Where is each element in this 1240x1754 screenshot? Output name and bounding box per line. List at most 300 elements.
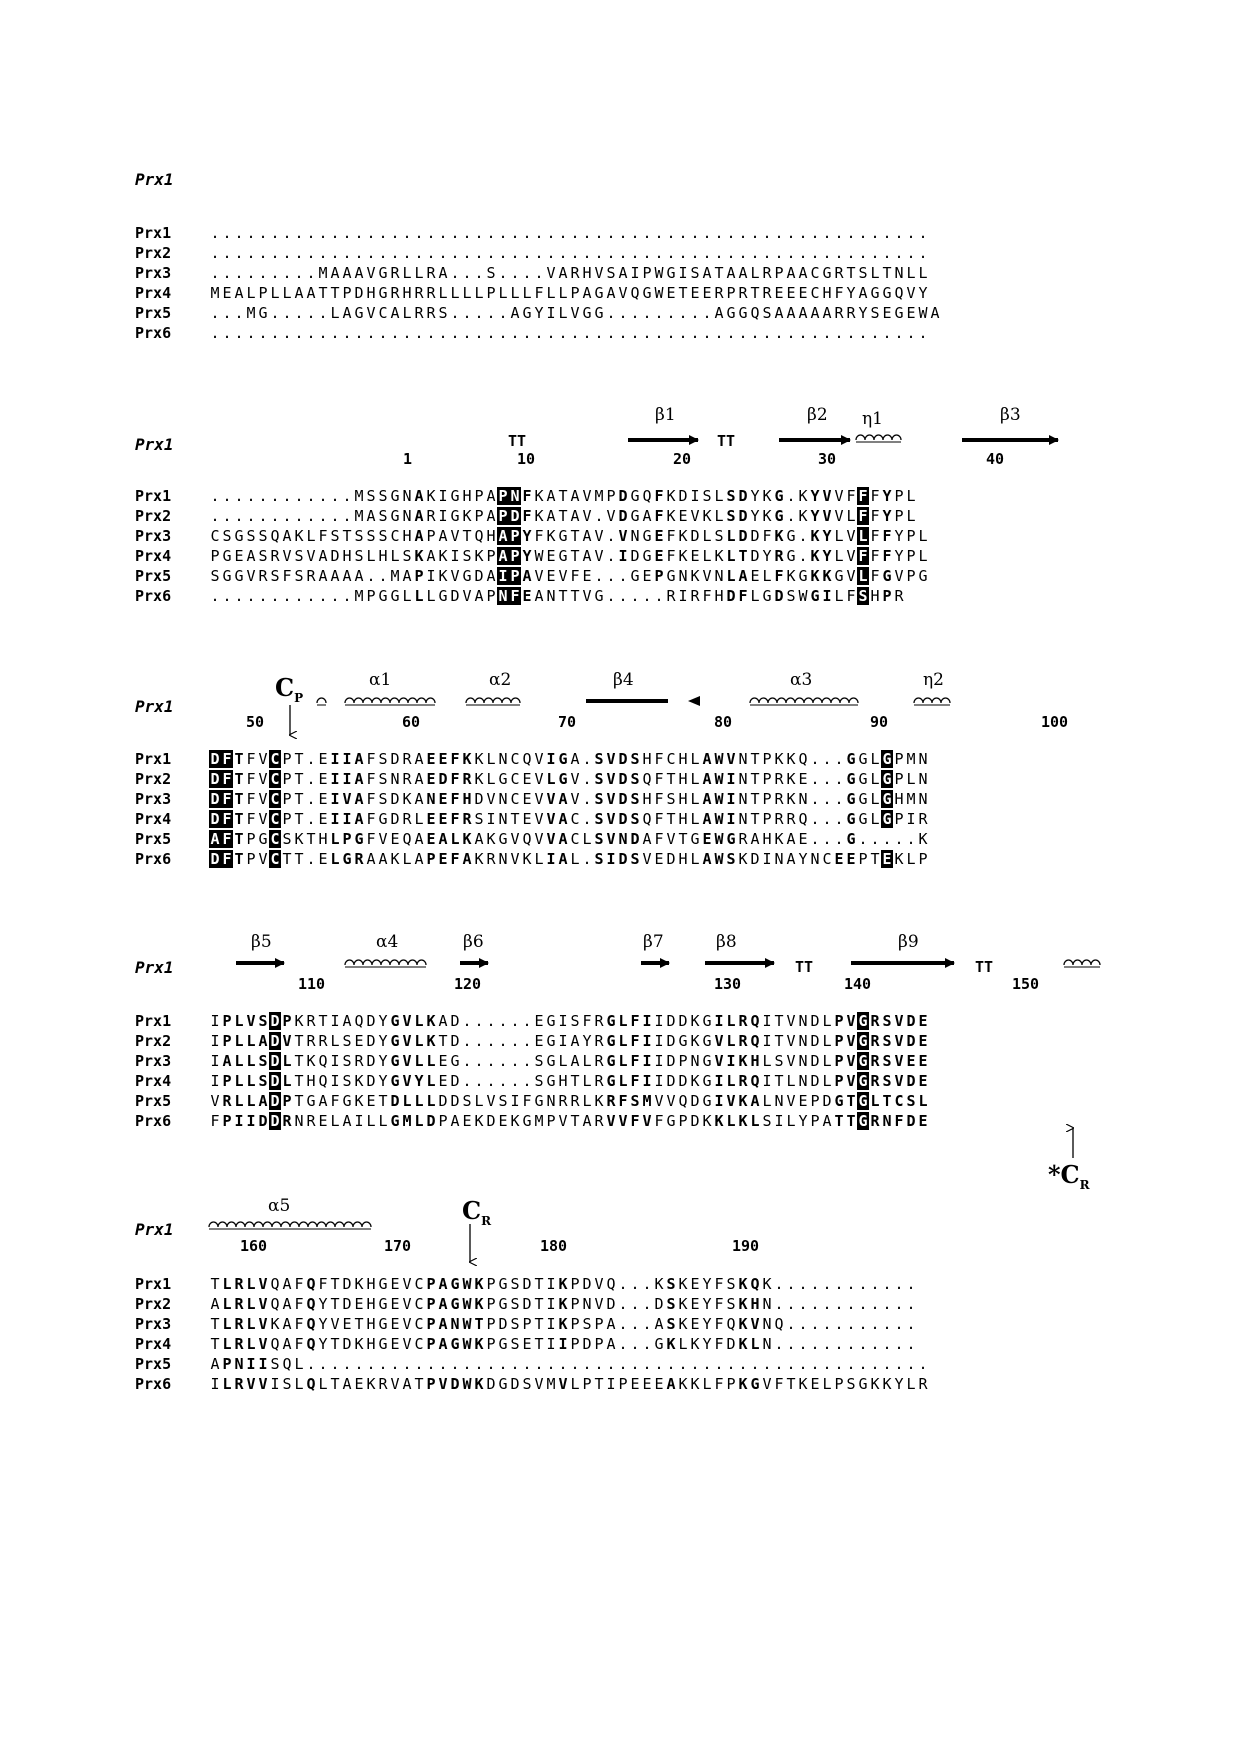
residue: H <box>642 750 652 768</box>
residue: N <box>918 790 928 808</box>
residue: P <box>906 527 916 545</box>
residue: A <box>342 1375 352 1393</box>
residue: S <box>594 790 604 808</box>
residue: V <box>582 507 592 525</box>
residue: . <box>750 1355 760 1373</box>
residue: . <box>474 1012 484 1030</box>
sequence-name: Prx3 <box>135 1315 172 1333</box>
residue: . <box>858 244 868 262</box>
residue: D <box>270 1092 280 1110</box>
residue: R <box>762 264 772 282</box>
residue: . <box>270 264 280 282</box>
residue: R <box>774 810 784 828</box>
residue: F <box>246 770 256 788</box>
catalytic-cysteine-label: $C_P$ <box>275 673 304 705</box>
residue: Y <box>522 527 532 545</box>
residue: V <box>402 1072 412 1090</box>
residue: G <box>558 527 568 545</box>
residue: . <box>858 1335 868 1353</box>
residue: V <box>258 810 268 828</box>
residue: P <box>222 1112 232 1130</box>
residue: F <box>450 850 460 868</box>
residue: P <box>258 284 268 302</box>
residue: . <box>246 224 256 242</box>
residue: . <box>390 224 400 242</box>
residue: L <box>426 587 436 605</box>
residue: V <box>690 507 700 525</box>
residue: L <box>582 1092 592 1110</box>
residue: . <box>378 324 388 342</box>
residue: E <box>654 850 664 868</box>
residue: Y <box>702 1315 712 1333</box>
residue: G <box>558 750 568 768</box>
residue: . <box>798 1275 808 1293</box>
residue: . <box>270 487 280 505</box>
residue: . <box>870 1295 880 1313</box>
residue: . <box>594 324 604 342</box>
residue: K <box>822 567 832 585</box>
residue: A <box>342 567 352 585</box>
residue: . <box>342 507 352 525</box>
residue: G <box>450 507 460 525</box>
residue: A <box>666 1375 676 1393</box>
residue: E <box>462 1112 472 1130</box>
residue: D <box>366 1052 376 1070</box>
residue: K <box>354 1275 364 1293</box>
residue: I <box>654 1032 664 1050</box>
residue: . <box>318 1355 328 1373</box>
ss-alpha2: α2 <box>489 670 512 690</box>
residue: A <box>366 507 376 525</box>
residue: V <box>534 1375 544 1393</box>
residue: V <box>534 830 544 848</box>
residue: A <box>282 1315 292 1333</box>
residue: L <box>450 830 460 848</box>
residue: A <box>558 830 568 848</box>
residue: . <box>642 587 652 605</box>
residue: G <box>498 1275 508 1293</box>
residue: I <box>246 1112 256 1130</box>
residue: P <box>486 1315 496 1333</box>
residue: K <box>810 547 820 565</box>
residue: S <box>594 830 604 848</box>
residue: . <box>582 750 592 768</box>
residue: F <box>294 1335 304 1353</box>
residue: . <box>390 1355 400 1373</box>
residue: Q <box>606 1275 616 1293</box>
residue: I <box>438 507 448 525</box>
residue: A <box>354 810 364 828</box>
residue: D <box>366 1012 376 1030</box>
residue: P <box>678 1112 688 1130</box>
residue: G <box>522 1112 532 1130</box>
residue: . <box>654 587 664 605</box>
residue: . <box>666 244 676 262</box>
residue: D <box>426 1112 436 1130</box>
residue: R <box>570 264 580 282</box>
residue: E <box>438 750 448 768</box>
residue: . <box>426 324 436 342</box>
residue: L <box>510 284 520 302</box>
residue: S <box>726 850 736 868</box>
residue: G <box>810 587 820 605</box>
residue: D <box>690 1092 700 1110</box>
residue: V <box>258 1295 268 1313</box>
residue: L <box>822 1032 832 1050</box>
residue: P <box>498 507 508 525</box>
residue: V <box>366 304 376 322</box>
residue: D <box>690 1112 700 1130</box>
residue: . <box>558 324 568 342</box>
residue: D <box>810 1032 820 1050</box>
residue: Y <box>702 1335 712 1353</box>
residue: . <box>630 1315 640 1333</box>
residue: F <box>450 770 460 788</box>
residue: S <box>366 527 376 545</box>
residue: L <box>690 790 700 808</box>
residue: G <box>594 587 604 605</box>
residue: V <box>546 830 556 848</box>
residue: . <box>606 527 616 545</box>
residue: R <box>234 1295 244 1313</box>
residue: E <box>654 547 664 565</box>
residue: P <box>570 1315 580 1333</box>
residue: . <box>654 224 664 242</box>
residue: K <box>678 547 688 565</box>
residue: . <box>882 324 892 342</box>
residue: A <box>570 750 580 768</box>
residue: S <box>498 1092 508 1110</box>
residue: V <box>654 1092 664 1110</box>
residue: . <box>234 487 244 505</box>
residue: . <box>522 1355 532 1373</box>
residue: L <box>870 770 880 788</box>
residue: L <box>726 547 736 565</box>
residue: A <box>486 507 496 525</box>
residue: P <box>282 1092 292 1110</box>
residue: W <box>714 810 724 828</box>
sequence-name: Prx5 <box>135 830 172 848</box>
residue: L <box>702 547 712 565</box>
residue: . <box>462 1052 472 1070</box>
residue: V <box>546 264 556 282</box>
residue: . <box>750 324 760 342</box>
residue: . <box>342 487 352 505</box>
residue: E <box>690 1315 700 1333</box>
residue: . <box>402 224 412 242</box>
residue: M <box>354 487 364 505</box>
residue: C <box>414 1335 424 1353</box>
residue: . <box>282 587 292 605</box>
residue: D <box>438 1092 448 1110</box>
residue: C <box>822 850 832 868</box>
residue: . <box>906 1355 916 1373</box>
residue: . <box>522 244 532 262</box>
residue: P <box>246 830 256 848</box>
residue: M <box>906 750 916 768</box>
residue: P <box>486 587 496 605</box>
residue: . <box>258 487 268 505</box>
residue: A <box>582 547 592 565</box>
residue: L <box>714 487 724 505</box>
residue: K <box>738 1315 748 1333</box>
residue: . <box>678 304 688 322</box>
sequence-name: Prx2 <box>135 770 172 788</box>
residue: N <box>582 1295 592 1313</box>
residue: P <box>678 1052 688 1070</box>
residue: . <box>534 244 544 262</box>
residue: . <box>234 304 244 322</box>
residue: . <box>810 1355 820 1373</box>
residue: S <box>786 587 796 605</box>
residue: K <box>594 1092 604 1110</box>
turn-label: TT <box>975 958 994 976</box>
residue: . <box>906 1295 916 1313</box>
residue: D <box>630 830 640 848</box>
residue: . <box>450 324 460 342</box>
residue: D <box>666 850 676 868</box>
residue: L <box>750 264 760 282</box>
residue: A <box>330 567 340 585</box>
residue: L <box>726 1112 736 1130</box>
residue: D <box>906 1112 916 1130</box>
residue: R <box>894 587 904 605</box>
residue: . <box>774 1295 784 1313</box>
residue: T <box>210 1275 220 1293</box>
residue: . <box>798 324 808 342</box>
residue: A <box>738 264 748 282</box>
residue: N <box>498 587 508 605</box>
residue: V <box>570 790 580 808</box>
residue: W <box>798 587 808 605</box>
residue: A <box>258 1032 268 1050</box>
residue: . <box>642 244 652 262</box>
residue: Y <box>894 547 904 565</box>
residue: R <box>558 1092 568 1110</box>
residue: T <box>462 527 472 545</box>
residue: . <box>222 507 232 525</box>
residue: V <box>786 1012 796 1030</box>
residue: Q <box>750 1012 760 1030</box>
residue: K <box>474 770 484 788</box>
residue: T <box>558 507 568 525</box>
resolving-cysteine-label: $C_R$ <box>462 1196 492 1228</box>
residue: P <box>858 850 868 868</box>
residue: H <box>402 527 412 545</box>
residue: L <box>414 587 424 605</box>
residue: L <box>330 304 340 322</box>
residue: E <box>882 850 892 868</box>
residue: D <box>738 507 748 525</box>
residue: . <box>450 224 460 242</box>
residue: . <box>246 264 256 282</box>
residue: F <box>630 1012 640 1030</box>
residue: . <box>378 567 388 585</box>
residue: K <box>690 1032 700 1050</box>
residue: N <box>738 750 748 768</box>
residue: N <box>798 1072 808 1090</box>
residue: A <box>318 547 328 565</box>
residue: L <box>906 1375 916 1393</box>
residue: T <box>210 1335 220 1353</box>
residue: H <box>342 547 352 565</box>
residue: . <box>666 304 676 322</box>
residue: L <box>246 1072 256 1090</box>
residue: G <box>378 1275 388 1293</box>
residue: . <box>654 304 664 322</box>
residue: Q <box>642 770 652 788</box>
residue: K <box>702 507 712 525</box>
residue: T <box>558 587 568 605</box>
residue: I <box>546 1295 556 1313</box>
residue: P <box>522 1315 532 1333</box>
residue: E <box>690 284 700 302</box>
residue: F <box>246 790 256 808</box>
residue: A <box>498 547 508 565</box>
residue: G <box>858 1092 868 1110</box>
residue: . <box>882 1295 892 1313</box>
residue: . <box>786 1295 796 1313</box>
residue: . <box>834 224 844 242</box>
residue: . <box>738 224 748 242</box>
residue: D <box>750 527 760 545</box>
residue: K <box>474 1375 484 1393</box>
residue: K <box>798 487 808 505</box>
residue: . <box>342 324 352 342</box>
residue: G <box>546 1012 556 1030</box>
residue: . <box>870 1355 880 1373</box>
residue: A <box>546 487 556 505</box>
position-number: 140 <box>844 975 872 993</box>
residue: . <box>462 1032 472 1050</box>
residue: . <box>246 507 256 525</box>
residue: D <box>210 810 220 828</box>
residue: . <box>306 750 316 768</box>
residue: . <box>330 224 340 242</box>
residue: I <box>678 264 688 282</box>
residue: L <box>678 1335 688 1353</box>
residue: P <box>282 790 292 808</box>
residue: E <box>390 1275 400 1293</box>
residue: Q <box>474 527 484 545</box>
residue: A <box>354 567 364 585</box>
sequence-name: Prx2 <box>135 507 172 525</box>
residue: R <box>834 264 844 282</box>
residue: K <box>354 1072 364 1090</box>
residue: E <box>426 770 436 788</box>
residue: L <box>702 527 712 545</box>
residue: . <box>270 224 280 242</box>
residue: . <box>366 244 376 262</box>
sequence-name: Prx3 <box>135 1052 172 1070</box>
residue: A <box>642 507 652 525</box>
residue: . <box>690 304 700 322</box>
residue: . <box>330 244 340 262</box>
residue: T <box>534 1315 544 1333</box>
residue: Y <box>822 527 832 545</box>
residue: L <box>906 850 916 868</box>
residue: K <box>786 750 796 768</box>
residue: . <box>522 264 532 282</box>
residue: A <box>282 527 292 545</box>
residue: C <box>810 284 820 302</box>
residue: L <box>870 1092 880 1110</box>
residue: F <box>222 750 232 768</box>
residue: . <box>354 244 364 262</box>
residue: G <box>774 487 784 505</box>
residue: N <box>498 750 508 768</box>
residue: K <box>666 487 676 505</box>
residue: . <box>786 1335 796 1353</box>
residue: F <box>450 750 460 768</box>
residue: T <box>846 1112 856 1130</box>
residue: V <box>258 790 268 808</box>
residue: K <box>654 1275 664 1293</box>
residue: L <box>402 264 412 282</box>
residue: P <box>426 1295 436 1313</box>
residue: . <box>786 1315 796 1333</box>
helix-coil <box>466 698 520 705</box>
residue: . <box>846 324 856 342</box>
residue: V <box>594 1275 604 1293</box>
sequence-name: Prx6 <box>135 324 172 342</box>
residue: L <box>870 790 880 808</box>
residue: L <box>402 850 412 868</box>
residue: L <box>498 284 508 302</box>
residue: . <box>798 547 808 565</box>
residue: A <box>450 1112 460 1130</box>
position-number: 110 <box>298 975 326 993</box>
ss-beta9: β9 <box>898 932 919 952</box>
residue: R <box>402 750 412 768</box>
residue: G <box>870 284 880 302</box>
residue: Y <box>810 487 820 505</box>
residue: . <box>618 567 628 585</box>
residue: Y <box>750 487 760 505</box>
residue: . <box>774 224 784 242</box>
residue: I <box>630 264 640 282</box>
residue: E <box>438 850 448 868</box>
residue: . <box>510 1355 520 1373</box>
residue: T <box>354 1315 364 1333</box>
residue: A <box>558 850 568 868</box>
residue: . <box>258 324 268 342</box>
residue: . <box>822 1295 832 1313</box>
residue: Q <box>306 1315 316 1333</box>
residue: . <box>786 324 796 342</box>
residue: N <box>390 770 400 788</box>
residue: G <box>678 1032 688 1050</box>
residue: . <box>726 224 736 242</box>
residue: V <box>402 1032 412 1050</box>
position-number: 160 <box>240 1237 268 1255</box>
residue: . <box>378 224 388 242</box>
residue: E <box>642 567 652 585</box>
residue: R <box>774 790 784 808</box>
residue: I <box>762 1072 772 1090</box>
residue: D <box>522 1275 532 1293</box>
residue: . <box>534 1355 544 1373</box>
residue: P <box>894 770 904 788</box>
residue: . <box>510 1032 520 1050</box>
residue: F <box>366 750 376 768</box>
residue: . <box>618 587 628 605</box>
residue: . <box>798 1335 808 1353</box>
residue: D <box>270 1052 280 1070</box>
residue: . <box>726 1355 736 1373</box>
residue: L <box>414 1012 424 1030</box>
residue: M <box>906 790 916 808</box>
